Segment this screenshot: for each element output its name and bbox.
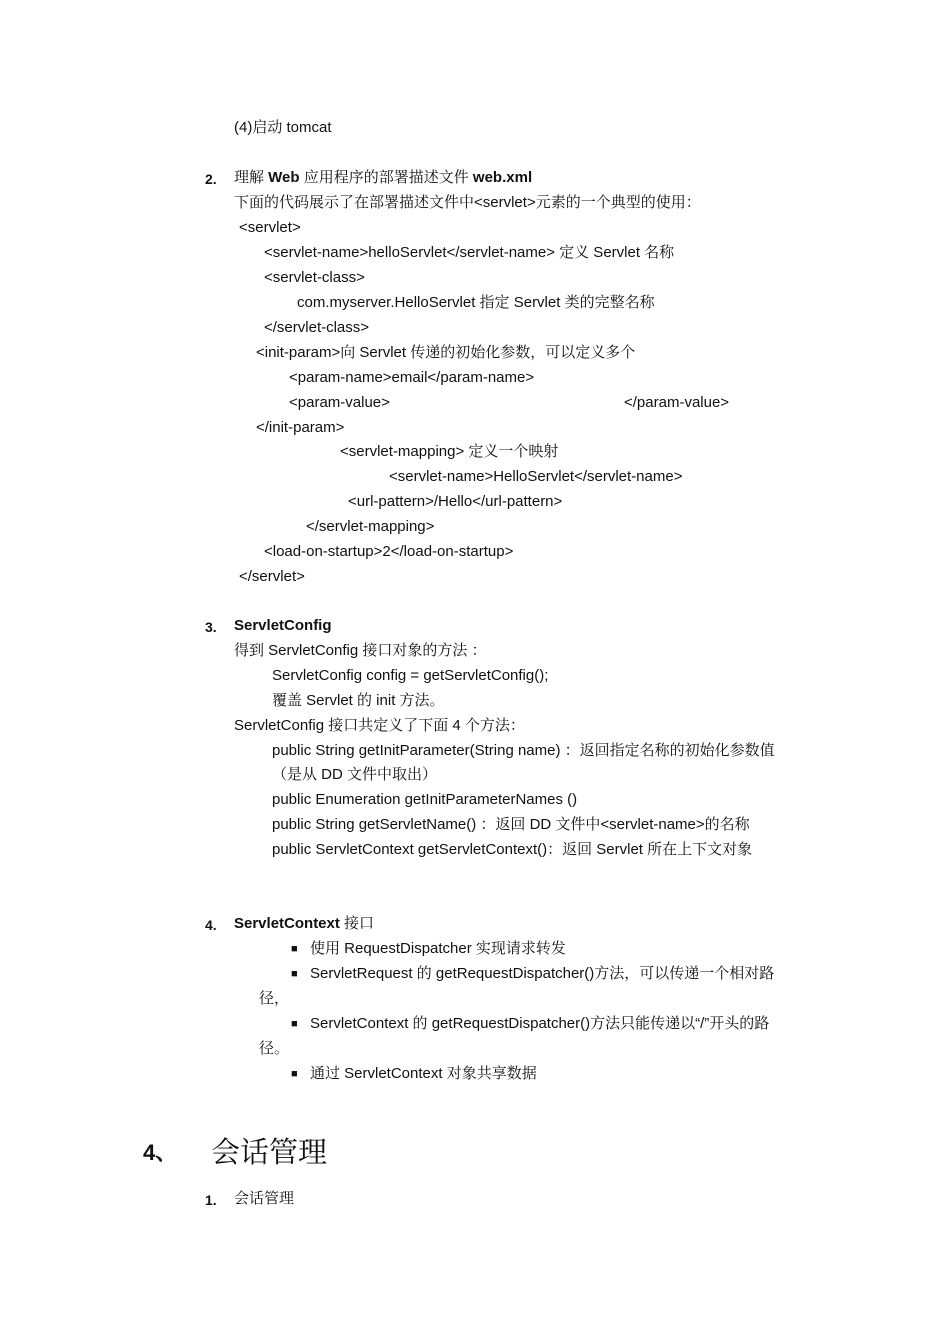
- code-line: </servlet>: [239, 568, 305, 585]
- section-3-line: 得到 ServletConfig 接口对象的方法 ：: [234, 642, 487, 659]
- bullet-item: 使用 RequestDispatcher 实现请求转发: [310, 940, 566, 957]
- section-3-line: public String getServletName() ：返回 DD 文件中<servlet-name>的名称: [272, 816, 750, 833]
- code-line: </init-param>: [256, 419, 345, 436]
- bullet-item: 通过 ServletContext 对象共享数据: [310, 1065, 537, 1082]
- code-line: <param-name>email</param-name>: [289, 369, 535, 386]
- section-2-number: 2.: [205, 171, 217, 187]
- code-line: <servlet-class>: [264, 269, 365, 286]
- chapter-number: 4、: [143, 1140, 178, 1165]
- chapter-title: 会话管理: [211, 1135, 328, 1169]
- title-part: 理解: [234, 169, 269, 186]
- step-start-tomcat: (4)启动 tomcat: [234, 119, 332, 136]
- bullet-icon: ■: [291, 943, 298, 955]
- title-webxml: web.xml: [472, 169, 533, 186]
- section-3-line: （是从 DD 文件中取出）: [272, 766, 438, 783]
- title-servletcontext: ServletContext: [234, 915, 340, 932]
- subsection-title: 会话管理: [234, 1190, 295, 1207]
- bullet-icon: ■: [291, 1068, 298, 1080]
- code-line: <servlet-mapping> 定义一个映射: [340, 443, 559, 460]
- code-line: </param-value>: [624, 394, 730, 411]
- title-part: 接口: [339, 915, 375, 932]
- section-3-line: public String getInitParameter(String name) ：返回指定名称的初始化参数值: [272, 742, 775, 759]
- bullet-item: ServletContext 的 getRequestDispatcher()方法只能传递以“/”开头的路: [310, 1015, 770, 1032]
- bullet-icon: ■: [291, 1018, 298, 1030]
- code-line: <servlet>: [239, 219, 301, 236]
- section-4-title: [234, 914, 374, 934]
- bullet-icon: ■: [291, 968, 298, 980]
- bullet-item: ServletRequest 的 getRequestDispatcher()方法，可以传递一个相对路: [310, 965, 775, 982]
- code-line: <load-on-startup>2</load-on-startup>: [264, 543, 514, 560]
- section-3-line: public Enumeration getInitParameterNames (): [272, 791, 578, 808]
- section-2-title: [234, 168, 532, 188]
- section-3-title: ServletConfig: [234, 617, 332, 634]
- code-line: <param-value>: [289, 394, 390, 411]
- section-4-number: 4.: [205, 917, 217, 933]
- section-3-line: ServletConfig config = getServletConfig();: [272, 667, 549, 684]
- section-2-intro: 下面的代码展示了在部署描述文件中<servlet>元素的一个典型的使用：: [234, 194, 701, 211]
- code-line: <url-pattern>/Hello</url-pattern>: [348, 493, 563, 510]
- title-part: 应用程序的部署描述文件: [299, 169, 473, 186]
- code-line: com.myserver.HelloServlet 指定 Servlet 类的完整名称: [297, 294, 655, 311]
- title-web: Web: [268, 169, 300, 186]
- code-line: <servlet-name>helloServlet</servlet-name> 定义 Servlet 名称: [264, 244, 675, 261]
- code-line: <servlet-name>HelloServlet</servlet-name>: [389, 468, 683, 485]
- section-3-line: public ServletContext getServletContext()：返回 Servlet 所在上下文对象: [272, 841, 753, 858]
- subsection-number: 1.: [205, 1192, 217, 1208]
- section-3-line: 覆盖 Servlet 的 init 方法。: [272, 692, 445, 709]
- bullet-wrap: 径，: [259, 990, 290, 1007]
- section-3-number: 3.: [205, 619, 217, 635]
- bullet-wrap: 径。: [259, 1040, 290, 1057]
- code-line: </servlet-class>: [264, 319, 370, 336]
- code-line: </servlet-mapping>: [306, 518, 435, 535]
- code-line: <init-param>向 Servlet 传递的初始化参数，可以定义多个: [256, 344, 636, 361]
- section-3-line: ServletConfig 接口共定义了下面 4 个方法：: [234, 717, 525, 734]
